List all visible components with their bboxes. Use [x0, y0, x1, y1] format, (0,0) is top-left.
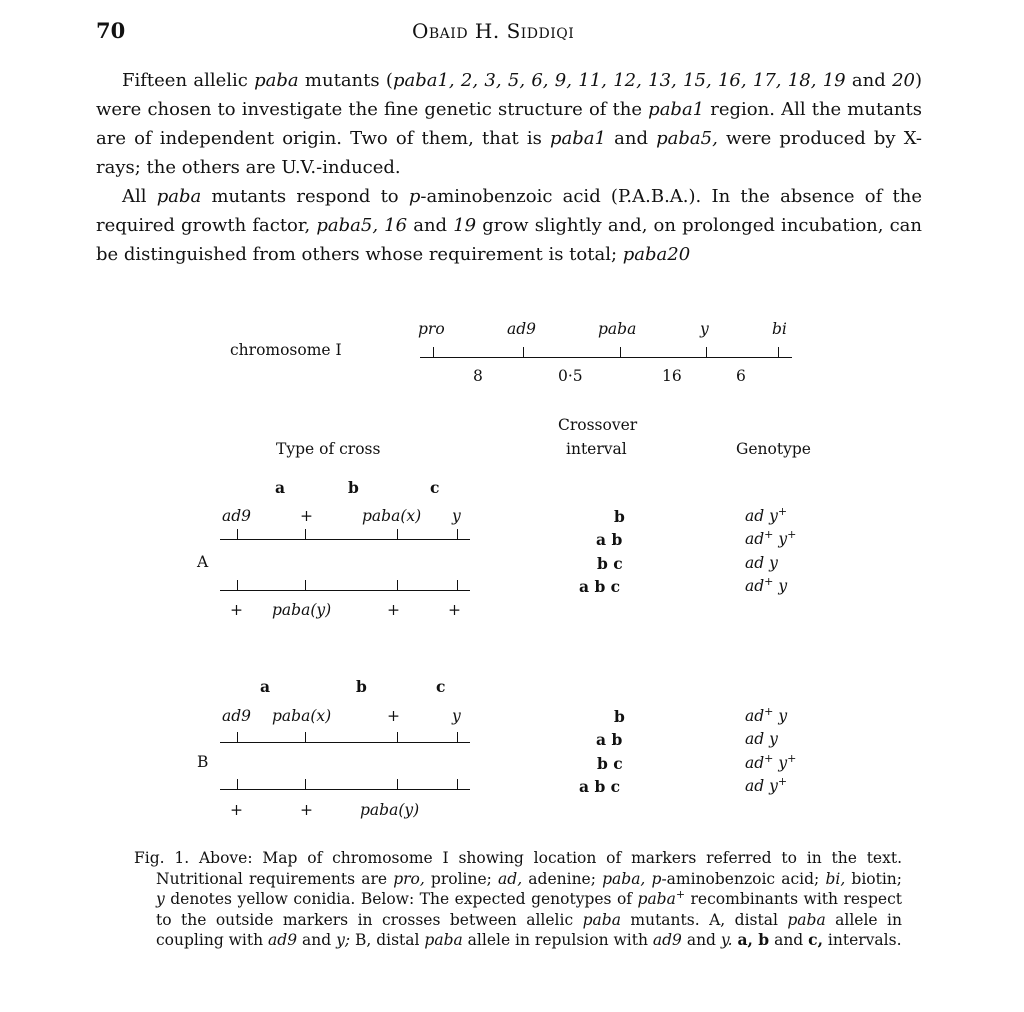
map-tick — [706, 347, 707, 357]
marker-pro: pro — [418, 320, 445, 338]
map-tick — [523, 347, 524, 357]
interval-label: c — [430, 478, 440, 497]
interval-label: b — [348, 478, 359, 497]
cross-tick — [397, 580, 398, 590]
genotype: ad+ y+ — [745, 752, 797, 772]
map-distance: 8 — [473, 367, 483, 385]
header-interval: interval — [566, 440, 627, 458]
allele-top: ad9 — [222, 507, 252, 525]
running-head: Obaid H. Siddiqi — [412, 19, 575, 43]
interval-label: a — [275, 478, 286, 497]
allele-top: + — [300, 507, 313, 525]
map-tick — [778, 347, 779, 357]
map-distance: 0·5 — [558, 367, 583, 385]
cross-tick — [457, 580, 458, 590]
paragraph-1: Fifteen allelic paba mutants (paba1, 2, 3, 5, 6, 9, 11, 12, 13, 15, 16, 17, 18, 19 and 20) were chosen to investigate the fine genetic structure of the paba1 region. All the mutants are of independent origin. Two of them, that is paba1 and paba5, were produced by X-rays; the others are U.V.-induced. — [96, 70, 922, 178]
marker-paba: paba — [598, 320, 637, 338]
genotype: ad y — [745, 554, 778, 572]
cross-tick — [397, 529, 398, 539]
cross-label: A — [197, 553, 209, 571]
cross-tick — [237, 779, 238, 789]
chromosome-line — [220, 789, 470, 790]
genotype: ad y+ — [745, 775, 788, 795]
chromosome-line — [420, 357, 792, 358]
allele-bottom: + — [387, 601, 400, 619]
header-crossover: Crossover — [558, 416, 638, 434]
crossover-interval: b — [614, 707, 625, 726]
cross-tick — [305, 779, 306, 789]
paragraph-2: All paba mutants respond to p-aminobenzoic acid (P.A.B.A.). In the absence of the required growth factor, paba5, 16 and 19 grow slightly and, on prolonged incubation, can be distinguished from others whose requirement is total; paba20 — [96, 186, 923, 265]
crossover-interval: b — [614, 507, 625, 526]
cross-tick — [305, 580, 306, 590]
genotype: ad+ y — [745, 575, 788, 595]
chromosome-line — [220, 742, 470, 743]
map-tick — [620, 347, 621, 357]
map-tick — [433, 347, 434, 357]
cross-tick — [305, 732, 306, 742]
cross-tick — [237, 732, 238, 742]
allele-bottom: + — [230, 801, 243, 819]
interval-label: a — [260, 677, 271, 696]
figure-caption: Fig. 1. Above: Map of chromosome I showing location of markers referred to in the text. Nutritional requirements are pro, proline; ad, adenine; paba, p-aminobenzoic acid; bi, biotin; y denotes yellow conidia. Below: The expected genotypes of paba+ recombinants with respect to the outside markers in crosses between allelic paba mutants. A, distal paba allele in coupling with ad9 and y; B, distal paba allele in repulsion with ad9 and y. a, b and c, intervals. — [134, 849, 903, 949]
cross-tick — [457, 732, 458, 742]
allele-top: ad9 — [222, 707, 252, 725]
body-text — [96, 66, 922, 269]
allele-top: y — [452, 707, 461, 725]
interval-label: b — [356, 677, 367, 696]
genotype: ad+ y — [745, 705, 788, 725]
crossover-interval: a b c — [579, 577, 621, 596]
page-number: 70 — [96, 18, 126, 43]
cross-tick — [457, 529, 458, 539]
cross-tick — [237, 580, 238, 590]
allele-bottom: + — [300, 801, 313, 819]
crossover-interval: a b — [596, 530, 623, 549]
marker-bi: bi — [772, 320, 787, 338]
allele-bottom: + — [448, 601, 461, 619]
map-distance: 6 — [736, 367, 746, 385]
cross-tick — [457, 779, 458, 789]
marker-ad9: ad9 — [507, 320, 537, 338]
cross-tick — [397, 779, 398, 789]
cross-tick — [237, 529, 238, 539]
allele-top: + — [387, 707, 400, 725]
genotype: ad+ y+ — [745, 528, 797, 548]
header-type-of-cross: Type of cross — [276, 440, 381, 458]
genotype: ad y — [745, 730, 778, 748]
allele-top: y — [452, 507, 461, 525]
header-genotype: Genotype — [736, 440, 811, 458]
allele-top: paba(x) — [272, 707, 332, 725]
crossover-interval: a b c — [579, 777, 621, 796]
genotype: ad y+ — [745, 505, 788, 525]
map-distance: 16 — [662, 367, 682, 385]
crossover-interval: b c — [597, 554, 623, 573]
crossover-interval: a b — [596, 730, 623, 749]
cross-label: B — [197, 753, 209, 771]
cross-tick — [397, 732, 398, 742]
chromosome-line — [220, 539, 470, 540]
marker-y: y — [700, 320, 709, 338]
chromosome-label: chromosome I — [230, 341, 342, 359]
crossover-interval: b c — [597, 754, 623, 773]
allele-bottom: paba(y) — [360, 801, 420, 819]
allele-bottom: paba(y) — [272, 601, 332, 619]
allele-bottom: + — [230, 601, 243, 619]
interval-label: c — [436, 677, 446, 696]
chromosome-line — [220, 590, 470, 591]
cross-tick — [305, 529, 306, 539]
allele-top: paba(x) — [362, 507, 422, 525]
